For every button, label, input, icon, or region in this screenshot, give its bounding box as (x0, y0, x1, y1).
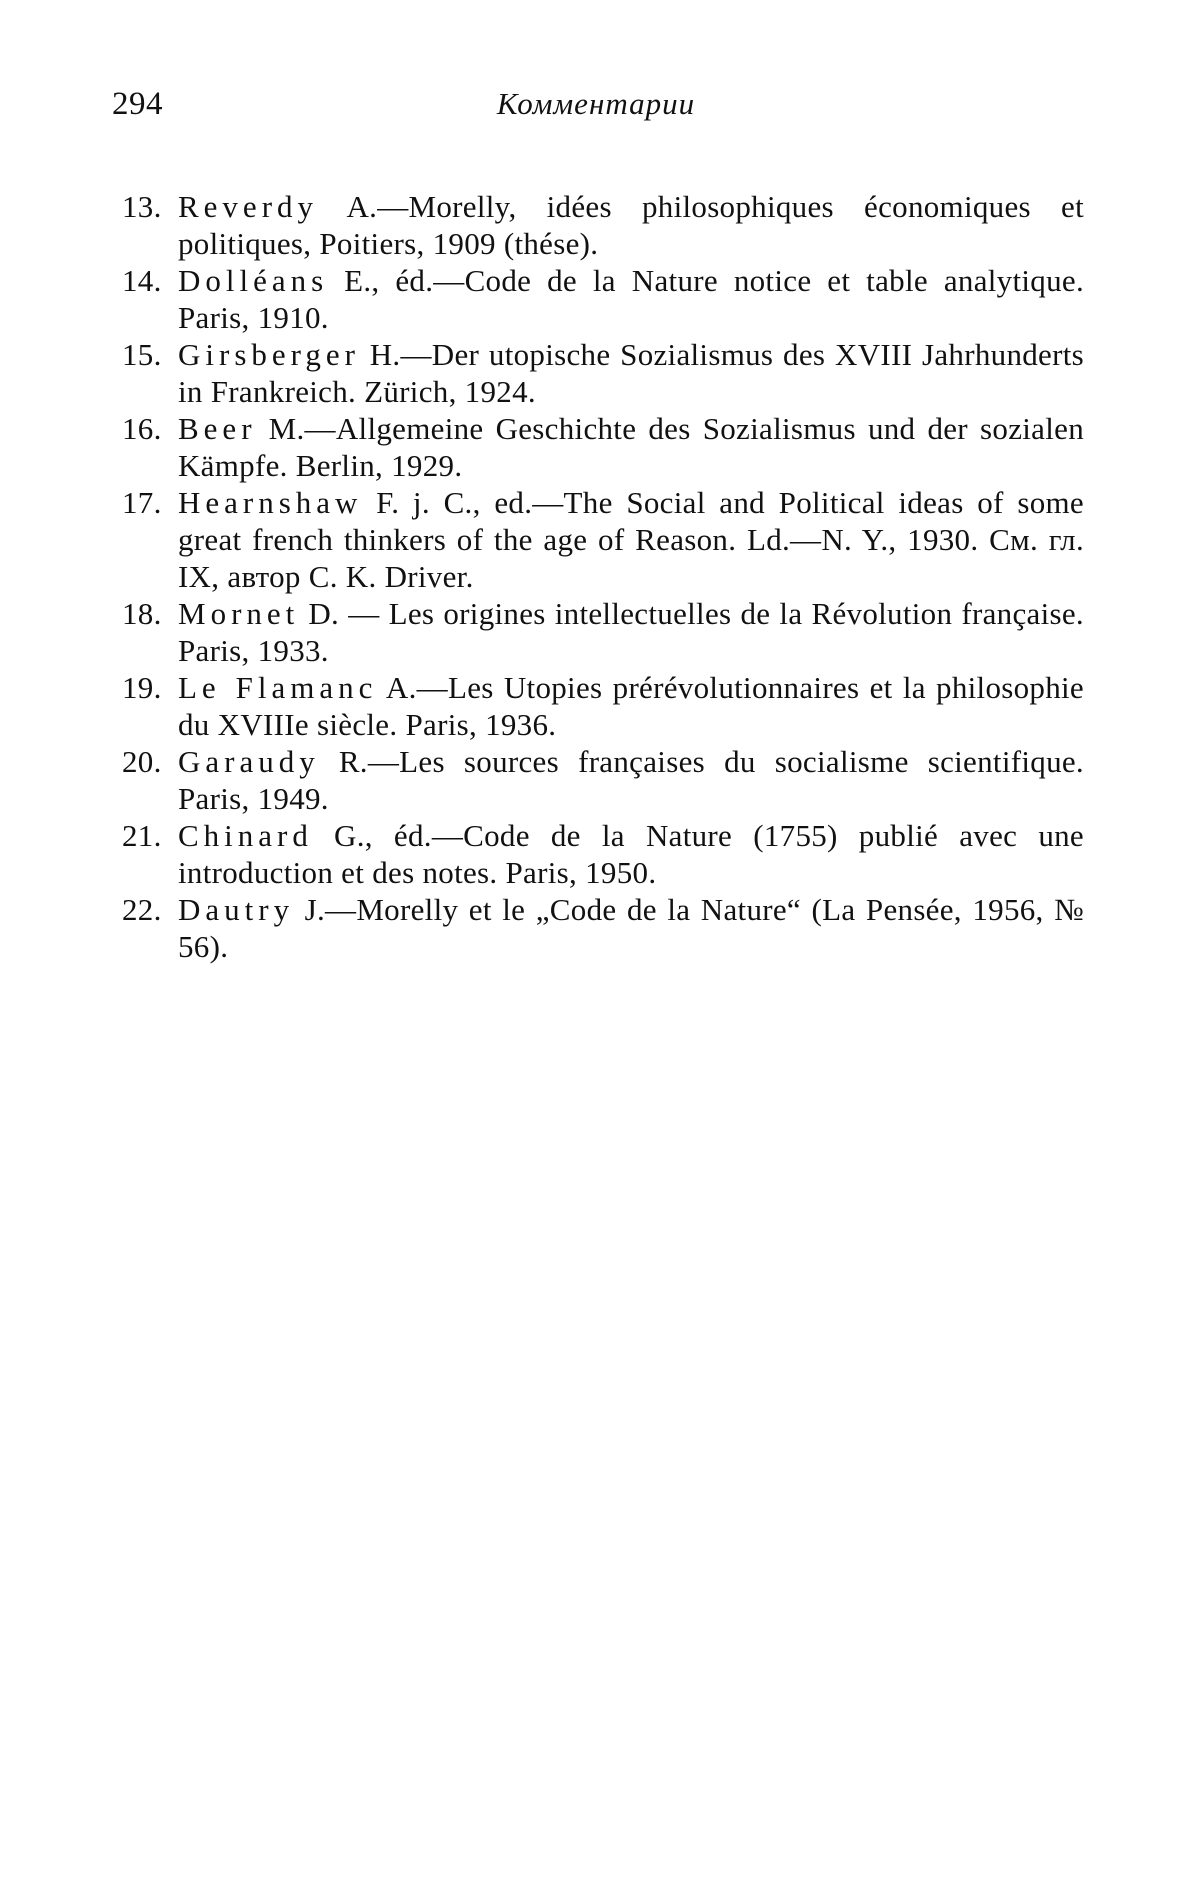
reference-number: 15. (122, 337, 162, 372)
reference-item (122, 484, 1084, 595)
reference-number: 14. (122, 263, 162, 298)
reference-number: 18. (122, 596, 162, 631)
reference-author: Garaudy (178, 744, 320, 779)
reference-author: Mornet (178, 596, 300, 631)
reference-item (122, 262, 1084, 336)
reference-number: 19. (122, 670, 162, 705)
reference-list (122, 188, 1084, 965)
reference-text: R.—Les sources françaises du socialisme scientifique. Paris, 1949. (178, 744, 1084, 816)
reference-item (122, 188, 1084, 262)
reference-text: G., éd.—Code de la Nature (1755) publié avec une introduction et des notes. Paris, 1950. (178, 818, 1084, 890)
reference-text: A.—Les Utopies prérévolutionnaires et la philosophie du XVIIIe siècle. Paris, 1936. (178, 670, 1084, 742)
reference-author: Girsberger (178, 337, 360, 372)
reference-text: H.—Der utopische Sozialismus des XVIII Jahrhunderts in Frankreich. Zürich, 1924. (178, 337, 1084, 409)
reference-text: A.—Morelly, idées philosophiques économiques et politiques, Poitiers, 1909 (thése). (178, 189, 1084, 261)
reference-item (122, 595, 1084, 669)
page-header (112, 86, 1080, 126)
reference-item (122, 891, 1084, 965)
reference-text: F. j. C., ed.—The Social and Political ideas of some great french thinkers of the age of Reason. Ld.—N. Y., 1930. См. гл. IX, автор C. K. Driver. (178, 485, 1084, 594)
reference-item (122, 669, 1084, 743)
reference-text: E., éd.—Code de la Nature notice et table analytique. Paris, 1910. (178, 263, 1084, 335)
reference-number: 22. (122, 892, 162, 927)
reference-item (122, 336, 1084, 410)
reference-item (122, 743, 1084, 817)
reference-author: Hearnshaw (178, 485, 363, 520)
reference-item (122, 817, 1084, 891)
reference-text: D. — Les origines intellectuelles de la Révolution française. Paris, 1933. (178, 596, 1084, 668)
page-number: 294 (112, 86, 163, 122)
reference-text: J.—Morelly et le „Code de la Nature“ (La Pensée, 1956, № 56). (178, 892, 1084, 964)
reference-author: Dolléans (178, 263, 329, 298)
reference-author: Chinard (178, 818, 313, 853)
running-title: Комментарии (496, 86, 696, 121)
reference-author: Dautry (178, 892, 295, 927)
reference-number: 21. (122, 818, 162, 853)
reference-item (122, 410, 1084, 484)
reference-number: 13. (122, 189, 162, 224)
reference-author: Reverdy (178, 189, 319, 224)
reference-text: M.—Allgemeine Geschichte des Sozialismus und der sozialen Kämpfe. Berlin, 1929. (178, 411, 1084, 483)
reference-author: Beer (178, 411, 257, 446)
reference-number: 20. (122, 744, 162, 779)
reference-number: 16. (122, 411, 162, 446)
reference-author: Le Flamanc (178, 670, 378, 705)
reference-number: 17. (122, 485, 162, 520)
